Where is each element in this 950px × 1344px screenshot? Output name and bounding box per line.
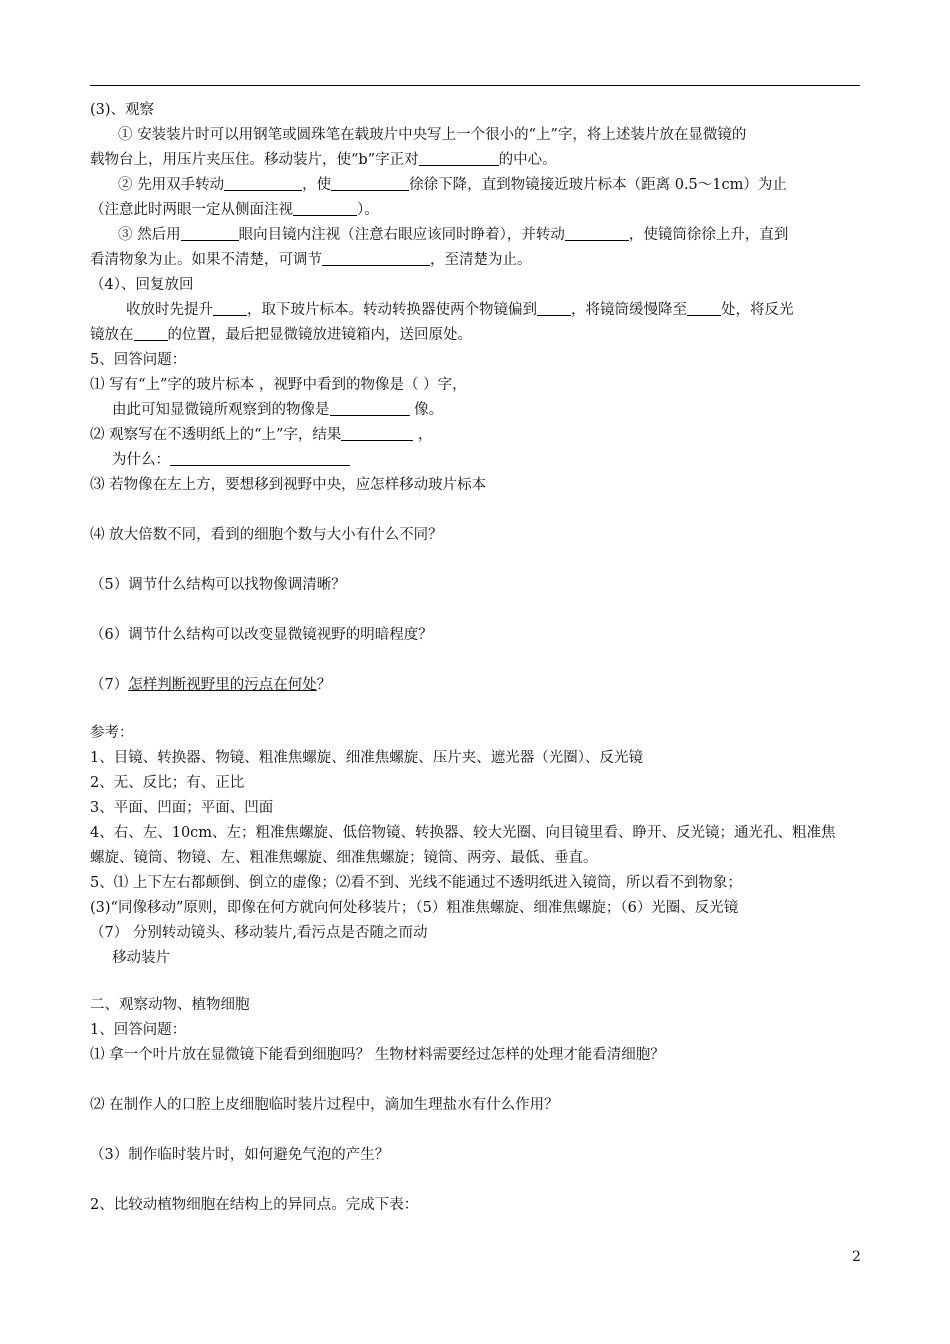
reference-4-line1: 4、右、左、10cm、左；粗准焦螺旋、低倍物镜、转换器、较大光圈、向目镜里看、睁开、反光镜；通光孔、粗准焦	[90, 825, 836, 841]
section2-question2: ⑵ 在制作人的口腔上皮细胞临时装片过程中，滴加生理盐水有什么作用？	[90, 1097, 559, 1113]
observe-step3-line1: ③ 然后用 眼向目镜内注视（注意右眼应该同时睁着），并转动 ，使镜筒徐徐上升，直到	[90, 223, 860, 248]
q5-item1-line1: ⑴ 写有“上”字的玻片标本 ，视野中看到的物像是（ ）字，	[90, 377, 467, 393]
reference-5-line4: 移动装片	[112, 950, 170, 966]
q5-item6: （6）调节什么结构可以改变显微镜视野的明暗程度？	[90, 627, 433, 643]
q5-heading: 5、回答问题：	[90, 352, 187, 368]
section2-question3: （3）制作临时装片时，如何避免气泡的产生？	[90, 1147, 390, 1163]
blank	[224, 173, 302, 191]
blank	[341, 423, 413, 441]
restore-line1: 收放时先提升 ，取下玻片标本。转动转换器使两个物镜偏到 ，将镜筒缓慢降至 处，将反光	[90, 298, 860, 323]
observe-step1-line2: 载物台上，用压片夹压住。移动装片，使“b”字正对 的中心。	[90, 148, 860, 173]
reference-4-line2: 螺旋、镜筒、物镜、左、粗准焦螺旋、细准焦螺旋；镜筒、两旁、最低、垂直。	[90, 850, 598, 866]
q5-item7: （7）怎样判断视野里的污点在何处？	[90, 677, 332, 693]
q5-item2-line2: 为什么：	[90, 448, 860, 473]
reference-5-line2: (3)“同像移动”原则，即像在何方就向何处移装片；（5）粗准焦螺旋、细准焦螺旋；（6）光圈、反光镜	[90, 900, 739, 916]
observe-step2-line2: （注意此时两眼一定从侧面注视 ）。	[90, 198, 860, 223]
reference-5-line3: （7） 分别转动镜头、移动装片,看污点是否随之而动	[90, 925, 428, 941]
blank	[537, 298, 571, 316]
section2-question4: 2、比较动植物细胞在结构上的异同点。完成下表：	[90, 1197, 419, 1213]
observe-step3-line2: 看清物象为止。如果不清楚，可调节 ，至清楚为止。	[90, 248, 860, 273]
q5-item4: ⑷ 放大倍数不同，看到的细胞个数与大小有什么不同？	[90, 527, 443, 543]
reference-2: 2、无、反比；有、正比	[90, 775, 245, 791]
blank	[293, 198, 357, 216]
restore-heading: （4）、回复放回	[90, 277, 194, 293]
section2-subheading: 1、回答问题：	[90, 1022, 187, 1038]
observe-heading: (3)、观察	[90, 102, 155, 118]
blank	[565, 223, 629, 241]
q5-item3: ⑶ 若物像在左上方，要想移到视野中央，应怎样移动玻片标本	[90, 477, 487, 493]
q5-item1-line2: 由此可知显微镜所观察到的物像是 像。	[90, 398, 860, 423]
header-rule	[90, 85, 860, 86]
observe-step2-line1: ② 先用双手转动 ，使 徐徐下降，直到物镜接近玻片标本（距离 0.5～1cm）为止	[90, 173, 860, 198]
section2-question1: ⑴ 拿一个叶片放在显微镜下能看到细胞吗？ 生物材料需要经过怎样的处理才能看清细胞？	[90, 1047, 665, 1063]
q5-item5: （5）调节什么结构可以找物像调清晰？	[90, 577, 346, 593]
blank	[170, 448, 350, 466]
q5-item2-line1: ⑵ 观察写在不透明纸上的“上”字，结果 ，	[90, 423, 860, 448]
document-body	[90, 98, 860, 1218]
blank	[134, 323, 168, 341]
blank	[213, 298, 247, 316]
blank	[687, 298, 721, 316]
blank	[331, 173, 409, 191]
reference-5-line1: 5、⑴ 上下左右都颠倒、倒立的虚像；⑵看不到、光线不能通过不透明纸进入镜筒，所以看不到物象；	[90, 875, 742, 891]
page-number: 2	[852, 1249, 861, 1265]
reference-heading: 参考：	[90, 725, 134, 741]
blank	[419, 148, 499, 166]
section2-heading: 二、观察动物、植物细胞	[90, 997, 250, 1013]
blank	[330, 398, 410, 416]
blank	[322, 248, 430, 266]
reference-1: 1、目镜、转换器、物镜、粗准焦螺旋、细准焦螺旋、压片夹、遮光器（光圈）、反光镜	[90, 750, 643, 766]
blank	[181, 223, 239, 241]
observe-step1-line1: ① 安装装片时可以用钢笔或圆珠笔在载玻片中央写上一个很小的“上”字，将上述装片放在显微镜的	[118, 127, 747, 143]
restore-line2: 镜放在 的位置，最后把显微镜放进镜箱内，送回原处。	[90, 323, 860, 348]
reference-3: 3、平面、凹面；平面、凹面	[90, 800, 274, 816]
